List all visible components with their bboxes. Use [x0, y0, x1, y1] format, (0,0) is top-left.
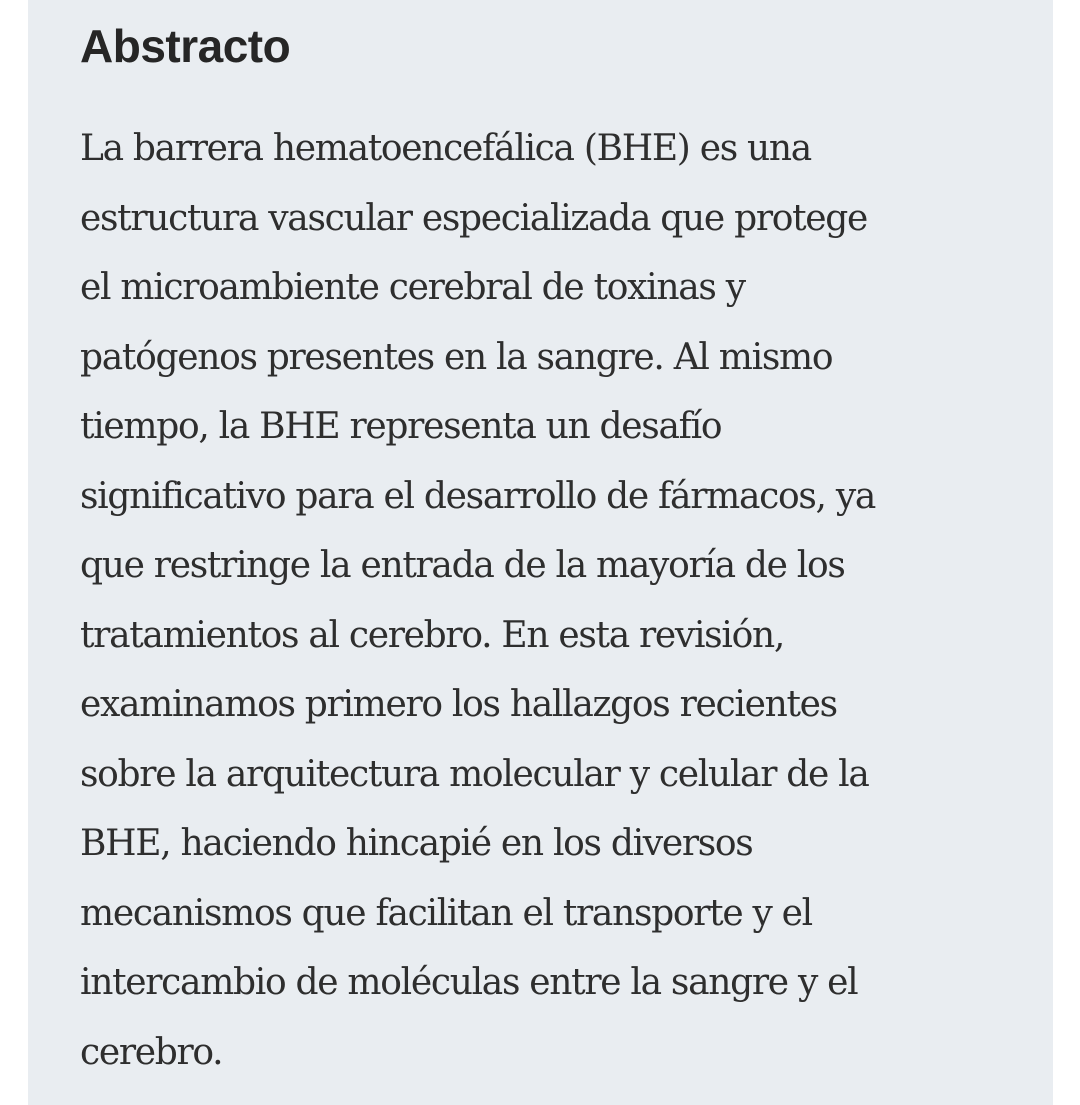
- abstract-line: cerebro.: [80, 1031, 223, 1073]
- abstract-line: sobre la arquitectura molecular y celular de la: [80, 753, 869, 795]
- abstract-line: el microambiente cerebral de toxinas y: [80, 267, 745, 308]
- abstract-line: intercambio de moléculas entre la sangre y el: [80, 962, 858, 1003]
- abstract-line: examinamos primero los hallazgos recientes: [80, 684, 837, 725]
- abstract-heading: Abstracto: [80, 20, 291, 72]
- abstract-body: [80, 114, 875, 1087]
- abstract-line: mecanismos que facilitan el transporte y el: [80, 892, 812, 934]
- abstract-line: tratamientos al cerebro. En esta revisión,: [80, 614, 784, 656]
- abstract-line: estructura vascular especializada que protege: [80, 197, 868, 239]
- abstract-line: que restringe la entrada de la mayoría de los: [80, 545, 845, 586]
- abstract-line: patógenos presentes en la sangre. Al mismo: [80, 336, 833, 378]
- abstract-line: La barrera hematoencefálica (BHE) es una: [80, 128, 811, 169]
- abstract-line: BHE, haciendo hincapié en los diversos: [80, 823, 753, 864]
- abstract-line: significativo para el desarrollo de fármacos, ya: [80, 475, 876, 517]
- abstract-line: tiempo, la BHE representa un desafío: [80, 406, 722, 447]
- abstract-panel: [28, 0, 1053, 1105]
